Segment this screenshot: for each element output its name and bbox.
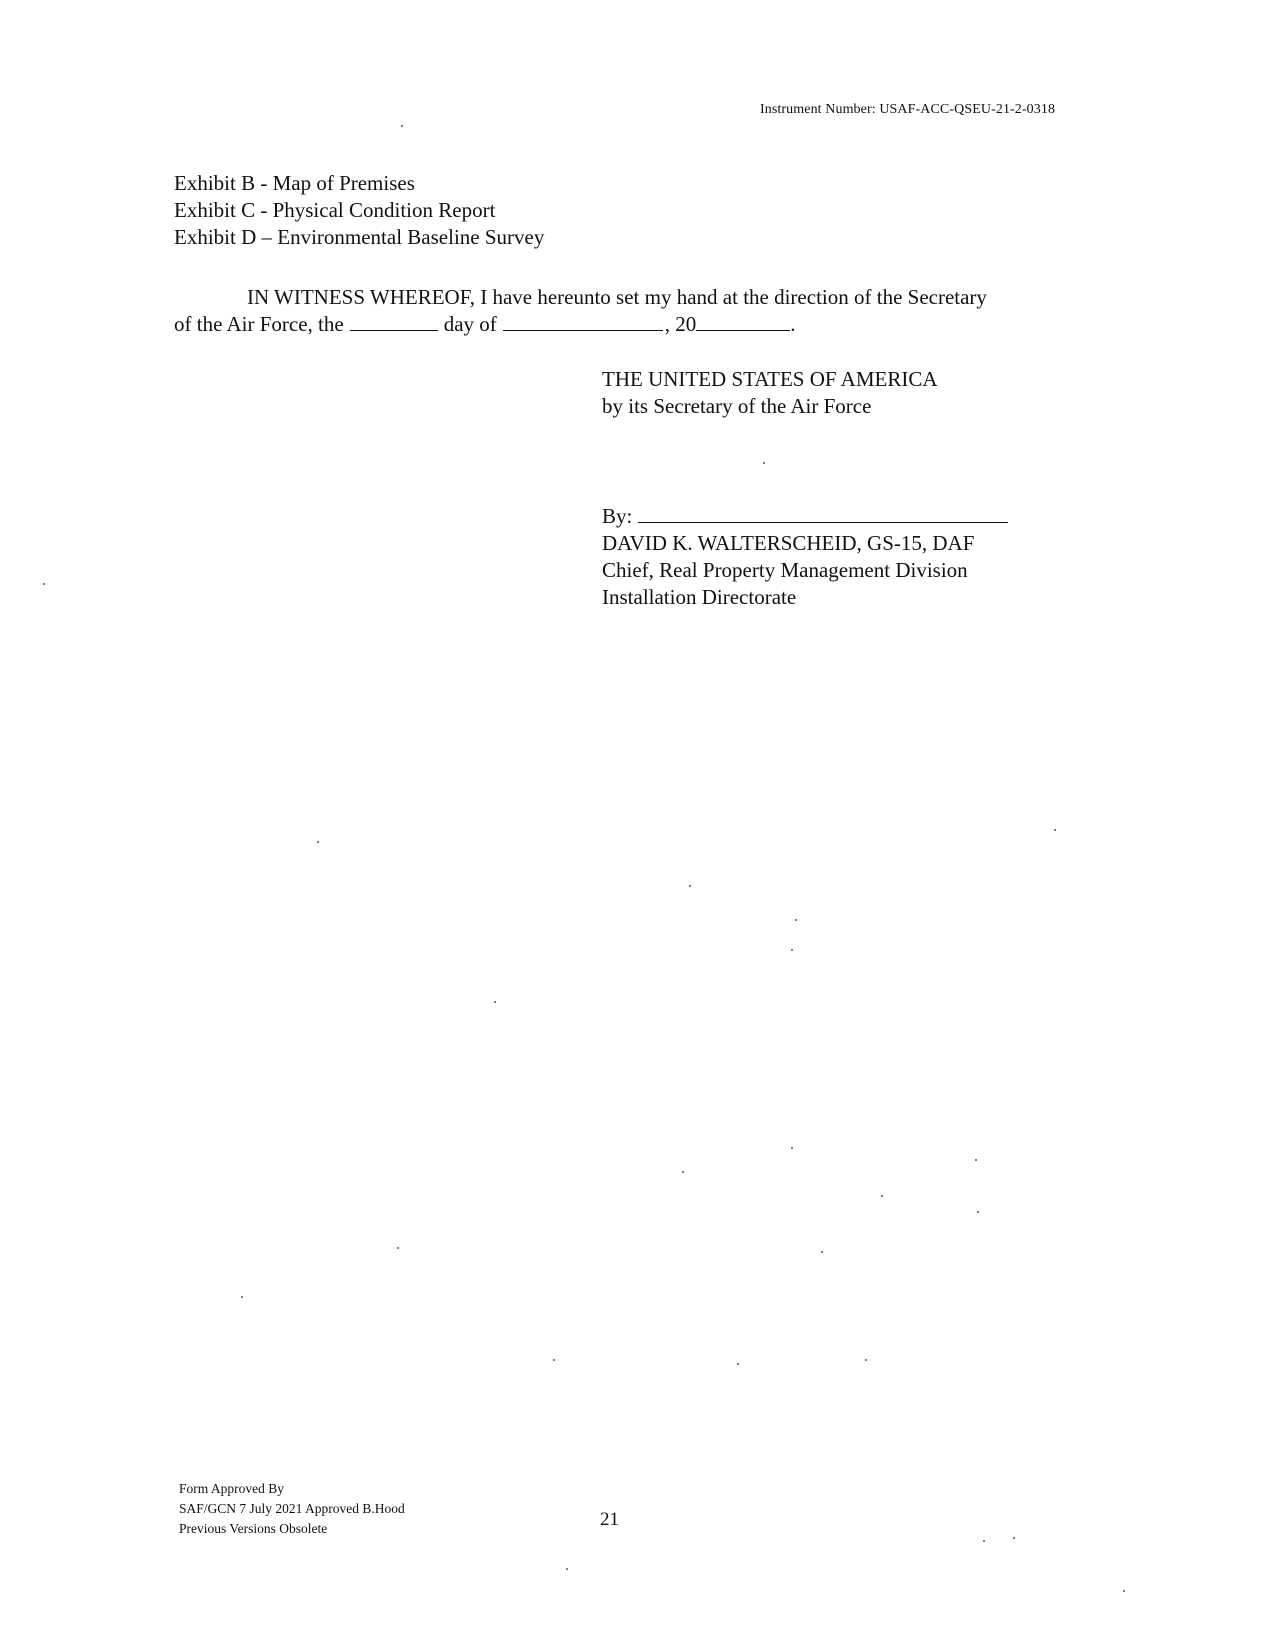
speck — [494, 1001, 496, 1003]
footer-line-2: SAF/GCN 7 July 2021 Approved B.Hood — [179, 1501, 405, 1516]
speck — [1123, 1590, 1125, 1592]
exhibit-item: Exhibit D – Environmental Baseline Survey — [174, 225, 545, 249]
page-number: 21 — [600, 1509, 619, 1530]
footer-line-3: Previous Versions Obsolete — [179, 1521, 328, 1536]
instrument-number: Instrument Number: USAF-ACC-QSEU-21-2-0318 — [760, 102, 1056, 117]
speck — [865, 1359, 867, 1361]
witness-text-d: . — [790, 312, 796, 336]
footer-line-1: Form Approved By — [179, 1481, 285, 1496]
signer-org: Installation Directorate — [602, 585, 797, 609]
speck — [689, 885, 691, 887]
speck — [977, 1211, 979, 1213]
exhibit-item: Exhibit B - Map of Premises — [174, 171, 415, 195]
speck — [1013, 1537, 1015, 1539]
speck — [821, 1251, 823, 1253]
speck — [43, 583, 45, 585]
witness-text-c: , 20 — [664, 312, 697, 336]
speck — [553, 1359, 555, 1361]
speck — [401, 125, 403, 127]
entity-subtitle: by its Secretary of the Air Force — [602, 394, 872, 418]
speck — [791, 1147, 793, 1149]
speck — [682, 1171, 684, 1173]
witness-text-b: day of — [443, 312, 497, 336]
speck — [975, 1159, 977, 1161]
speck — [983, 1540, 985, 1542]
entity-name: THE UNITED STATES OF AMERICA — [602, 367, 938, 391]
exhibit-item: Exhibit C - Physical Condition Report — [174, 198, 496, 222]
speck — [1054, 829, 1056, 831]
speck — [763, 462, 765, 464]
speck — [795, 919, 797, 921]
speck — [241, 1296, 243, 1298]
speck — [737, 1363, 739, 1365]
speck — [397, 1247, 399, 1249]
speck — [317, 841, 319, 843]
signer-name: DAVID K. WALTERSCHEID, GS-15, DAF — [602, 531, 975, 555]
witness-line-1: IN WITNESS WHEREOF, I have hereunto set my hand at the direction of the Secretary — [247, 285, 987, 309]
speck — [566, 1568, 568, 1570]
witness-text-a: of the Air Force, the — [174, 312, 344, 336]
by-label: By: — [602, 504, 633, 528]
speck — [881, 1195, 883, 1197]
speck — [791, 949, 793, 951]
signer-title: Chief, Real Property Management Division — [602, 558, 968, 582]
